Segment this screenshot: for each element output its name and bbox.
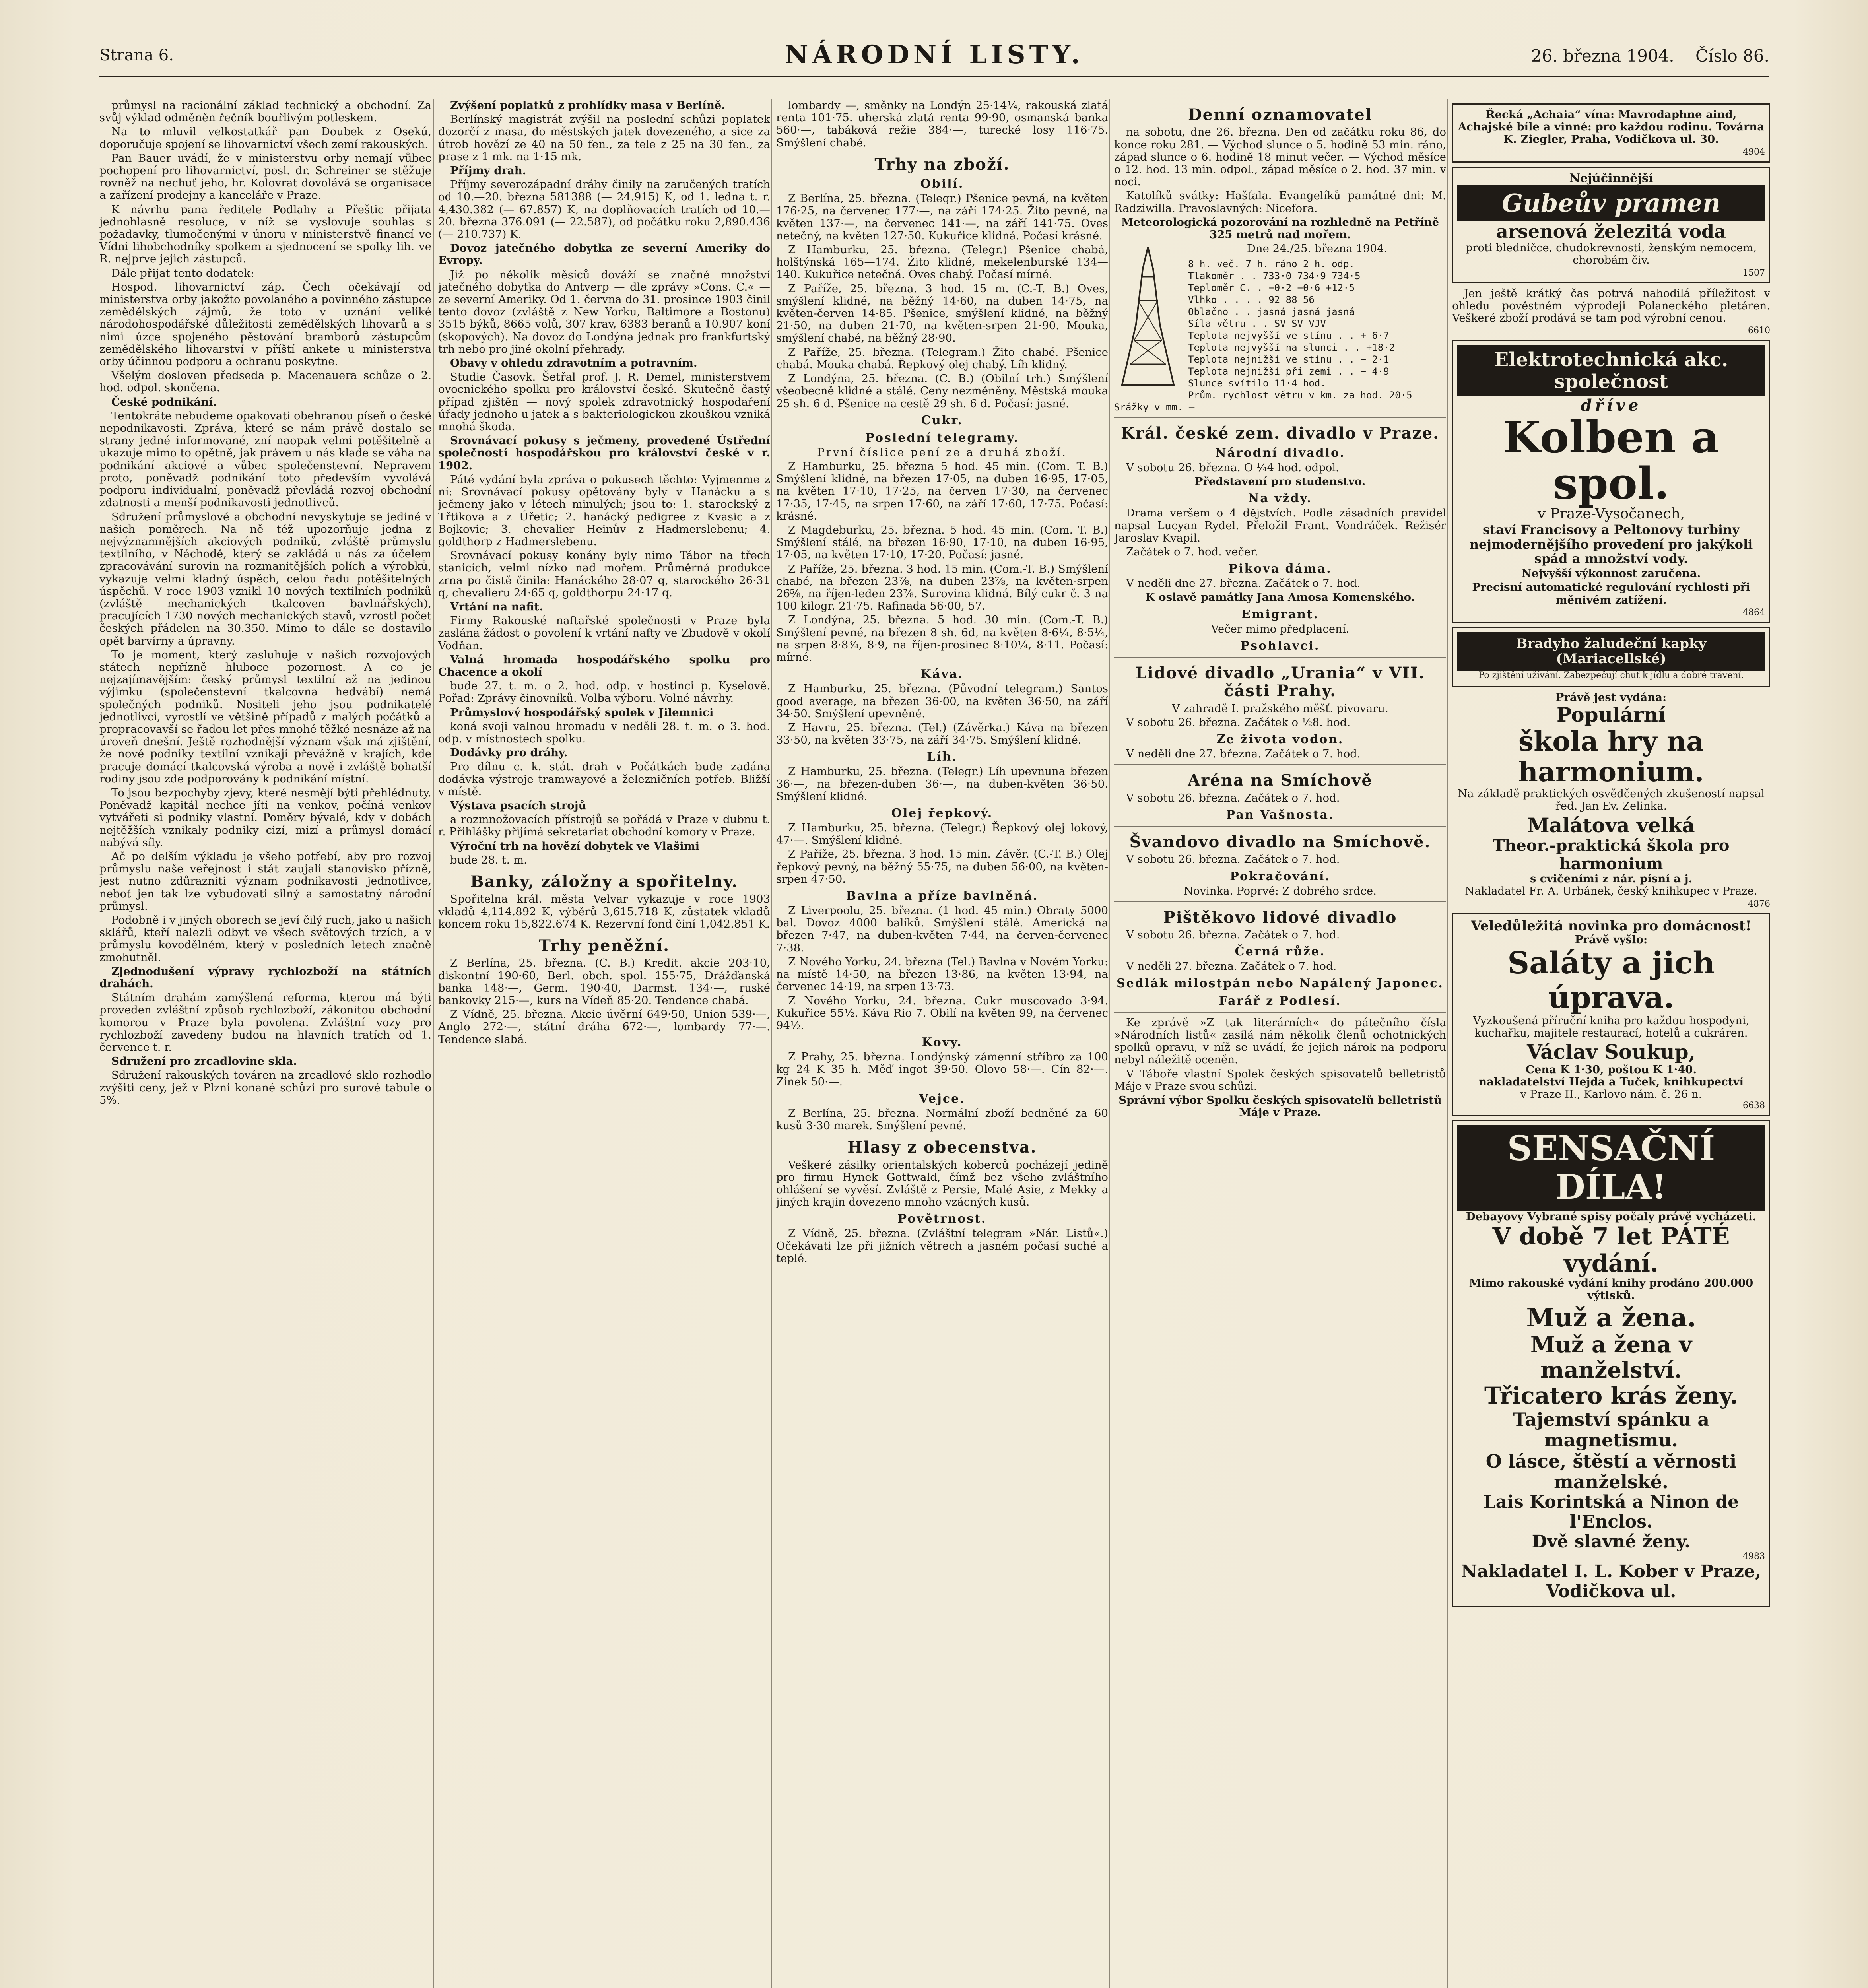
page-number: Strana 6. xyxy=(99,46,174,64)
advert-text: v Praze-Vysočanech, xyxy=(1537,506,1685,522)
advert-text: dříve xyxy=(1581,396,1642,415)
paragraph: Večer mimo předplacení. xyxy=(1211,622,1350,635)
advert-text: Nejvyšší výkonnost zaručena. xyxy=(1521,567,1701,580)
divider xyxy=(1114,826,1446,827)
play-title: Pan Vašnosta. xyxy=(1226,808,1334,822)
weather-row: Srážky v mm. — xyxy=(1114,402,1195,413)
subsection-heading: Povětrnost. xyxy=(897,1212,987,1226)
paragraph: Z Vídně, 25. března. (Zvláštní telegram »Nár. Listů«.) Očekávati lze při jižních větrech a jasném počasí suché a teplé. xyxy=(776,1227,1108,1265)
play-title: Černá růže. xyxy=(1235,945,1326,959)
advert-salads xyxy=(1452,913,1770,1116)
article-heading: Výroční trh na hovězí dobytek ve Vlašimi xyxy=(450,839,700,852)
theatre-subheading: Národní divadlo. xyxy=(1215,446,1345,460)
paragraph: Ač po delším výkladu je všeho potřebí, aby pro rozvoj průmyslu naše veřejnost i stát zaujali stanovisko přízně, jest nutno zdůrazniti význam podnikavosti jednotlivce, neboť jen tak lze vybudovati silný a samostatný národní průmysl. xyxy=(99,850,431,912)
play-title: Sedlák milostpán nebo Napálený Japonec. xyxy=(1117,976,1444,990)
paragraph: K návrhu pana ředitele Podlahy a Přeštic přijata jednohlasně resoluce, v níž se vyslovuje souhlas s požadavky, tlumočenými v únoru v ministerstvě financí ve Vídni lihobchodníky spolkem a sjednocení se spolky lih. ve R. nejprve jejich zástupců. xyxy=(99,203,431,266)
paragraph: na sobotu, dne 26. března. Den od začátku roku 86, do konce roku 281. — Východ slunce o 5. hodině 53 min. ráno, západ slunce o 6. hodině 18 minut večer. — Východ měsíce o 12. hod. 13 min. odpol., západ měsíce o 2. hod. 37 min. v noci. xyxy=(1114,126,1446,188)
paragraph: Tentokráte nebudeme opakovati obehranou píseň o české nepodnikavosti. Zpráva, které se nám právě dostalo se strany jedné informované, zní naopak velmi potěšitelně a ukazuje mimo to opětně, jak právem u nás klade se váha na podnikání akciové a vůbec společenstevní. Nepravem proto, poněvadž podnikání toto především vyvolává podporu individualní, poněvadž převládá rozvoj obchodní zdatnosti a menší podnikavosti jednotlivců. xyxy=(99,409,431,509)
subsection-heading: Vejce. xyxy=(919,1091,965,1106)
advert-text: Populární xyxy=(1557,703,1666,727)
weather-heading: Meteorologická pozorování na rozhledně na Petříně 325 metrů nad mořem. xyxy=(1121,215,1439,241)
paragraph: Z Hamburku, 25. března. (Telegr.) Řepkový olej lokový, 47·—. Smýšlení klidné. xyxy=(776,821,1108,847)
paragraph: V neděli 27. března. Začátek o 7. hod. xyxy=(1126,960,1337,973)
paragraph: Z Hamburku, 25. března 5 hod. 45 min. (Com. T. B.) Smýšlení klidné, na březen 17·05, na duben 16·95, 17·05, na květen 17·10, 17·25, na červen 17·30, na červenec 17·35, 17·45, na srpen 17·60, na září 17·60, 17·75. Počasí: krásné. xyxy=(776,460,1108,522)
paragraph: Z Paříže, 25. března. (Telegram.) Žito chabé. Pšenice chabá. Mouka chabá. Řepkový olej chabý. Líh klidný. xyxy=(776,346,1108,371)
paragraph: Z Havru, 25. března. (Tel.) (Závěrka.) Káva na březen 33·50, na květen 33·75, na září 34·75. Smýšlení klidné. xyxy=(776,721,1108,747)
paragraph: bude 27. t. m. o 2. hod. odp. v hostinci p. Kyselově. Pořad: Zprávy činovníků. Volba výboru. Volné návrhy. xyxy=(438,679,770,705)
paragraph: Z Londýna, 25. března. 5 hod. 30 min. (Com.-T. B.) Smýšlení pevné, na březen 8 sh. 6d, na květen 8·6¼, 8·5¼, na srpen 8·8¾, 8·9, na říjen-prosinec 8·10¼, 8·11. Počasí: mírné. xyxy=(776,613,1108,664)
play-title: Psohlavci. xyxy=(1240,639,1320,653)
divider xyxy=(1114,901,1446,902)
article-heading: Sdružení pro zrcadlovine skla. xyxy=(111,1055,297,1068)
paragraph: Z Nového Yorku, 24. března (Tel.) Bavlna v Novém Yorku: na místě 14·50, na březen 13·86, na květen 13·94, na červenec 14·19, na srpen 13·73. xyxy=(776,955,1108,993)
paragraph: Z Nového Yorku, 24. března. Cukr muscovado 3·94. Kukuřice 55½. Káva Rio 7. Obilí na květen 99, na červenec 94½. xyxy=(776,994,1108,1032)
article-heading: Dovoz jatečného dobytka ze severní Ameriky do Evropy. xyxy=(438,242,770,267)
paragraph: Berlínský magistrát zvýšil na poslední schůzi poplatek dozorčí z masa, do městských jatek dovezeného, a sice za útrob hovězí ze 40 na 50 fen., za tele z 25 na 30 fen., za prase z 1 mk. na 1·15 mk. xyxy=(438,113,770,163)
paragraph: V sobotu 26. března. Začátek o 7. hod. xyxy=(1126,928,1340,942)
issue-number: Číslo 86. xyxy=(1695,46,1769,66)
advert-banner: SENSAČNÍ DÍLA! xyxy=(1457,1125,1765,1211)
article-heading: Vrtání na nafit. xyxy=(450,600,543,613)
advert-text: nakladatelství Hejda a Tuček, knihkupectví xyxy=(1479,1076,1744,1089)
paragraph: Firmy Rakouské naftařské společnosti v Praze byla zaslána žádost o povolení k vrtání nafty ve Zbudově v okolí Vodňan. xyxy=(438,614,770,652)
advert-text: s cvičeními z nár. písní a j. xyxy=(1530,872,1693,885)
weather-row: Tlakoměr . . 733·0 734·9 734·5 xyxy=(1188,270,1361,282)
section-heading: Trhy na zboží. xyxy=(874,155,1010,174)
paragraph: Z Vídně, 25. března. Akcie úvěrní 649·50, Union 539·—, Anglo 272·—, státní dráha 672·—, lombardy 77·—. Tendence slabá. xyxy=(438,1008,770,1046)
paragraph: To je moment, který zasluhuje v našich rozvojových státech nepřízně hluboce pozornost. A co je nejzajímavějším: český průmysl textilní až na jedinou výjimku (společenstevní tkalcovna hedvábí) nemá společných podniků. Nositeli jeho jsou podnikatelé jednotlivci, vyrostlí ve většině případů z malých počátků a propracovavší se řadou let přes mnohé těžké nesnáze až na úroveň dnešní. Ještě rozhodnější význam však má zjištění, že nové podniky textilní vznikají převážně v krajích, kde pracuje domácí tkalcovská výroba a nově i zvláště bohatší rodiny jsou zde podporovány k podnikání místní. xyxy=(99,648,431,785)
paragraph: Drama veršem o 4 dějstvích. Podle zásadních pravidel napsal Lucyan Rydel. Přeložil Frant. Vondráček. Režisér Jaroslav Kvapil. xyxy=(1114,507,1446,544)
weather-row: Teplota nejnižší ve stínu . . − 2·1 xyxy=(1188,354,1389,365)
advert-text: Nejúčinnější xyxy=(1569,171,1653,185)
paragraph: Podobně i v jiných oborech se jeví čilý ruch, jako u našich sklářů, kteří nalezli odbyt ve všech světových trzích, a v průmyslu kovodělném, který v posledních letech značně zmohutněl. xyxy=(99,914,431,964)
paragraph: Již po několik měsíců dováží se značné množství jatečného dobytka do Antverp — dle zprávy »Cons. C.« — ze severní Ameriky. Od 1. června do 31. prosince 1903 činil tento dovoz (zvláště z New Yorku, Baltimore a Bostonu) 3515 býků, 8665 volů, 307 krav, 6383 beranů a 10.907 koní (skopových). Na dovoz do Londýna jednak pro frankfurtský trh nebo pro jiné okolní přehrady. xyxy=(438,268,770,355)
paragraph: Z Hamburku, 25. března. (Telegr.) Pšenice chabá, holštýnská 165—174. Žito klidné, mekelenburské 134—140. Kukuřice netečná. Oves chabý. Počasí mírné. xyxy=(776,243,1108,281)
paragraph: V sobotu 26. března. Začátek o 7. hod. xyxy=(1126,853,1340,866)
paragraph: Z Paříže, 25. března. 3 hod. 15 min. Závěr. (C.-T. B.) Olej řepkový pevný, na běžný 55·75, na duben 56·00, na květen-srpen 47·50. xyxy=(776,848,1108,885)
column-rule xyxy=(433,99,434,1988)
advert-wine xyxy=(1452,103,1770,163)
paragraph: Z Berlína, 25. března. (Telegr.) Pšenice pevná, na květen 176·25, na červenec 177·—, na září 174·25. Žito pevné, na květen 137·—, na červenec 141·—, na září 141·75. Oves netečný, na květen 127·50. Kukuřice klidná. Počasí krásné. xyxy=(776,192,1108,242)
subsection-heading: Kovy. xyxy=(922,1035,963,1050)
weather-row: Síla větru . . SV SV VJV xyxy=(1188,318,1326,330)
book-title: Lais Korintská a Ninon de l'Enclos. xyxy=(1483,1491,1739,1532)
article-heading: Výstava psacích strojů xyxy=(450,799,586,812)
advert-text: Veledůležitá novinka pro domácnost! xyxy=(1471,918,1751,934)
advert-harmonium-school xyxy=(1452,691,1770,909)
paragraph: Pro dílnu c. k. stát. drah v Počátkách bude zadána dodávka výstroje tramwayové a železničních potřeb. Bližší v místě. xyxy=(438,760,770,798)
theatre-heading: Pištěkovo lidové divadlo xyxy=(1163,908,1397,927)
weather-date: Dne 24./25. března 1904. xyxy=(1247,242,1388,255)
advert-banner: Gubeův pramen xyxy=(1457,185,1765,221)
paragraph: Z Paříže, 25. března. 3 hod. 15 min. (Com.-T. B.) Smýšlení chabé, na březen 23⅞, na duben 23⅞, na květen-srpen 26⅝, na říjen-leden 23⅞. Surovina klidná. Bílý cukr č. 3 na 100 kilogr. 21·75. Rafinada 56·00, 57. xyxy=(776,562,1108,613)
advert-kolben xyxy=(1452,340,1770,623)
paragraph: lombardy —, směnky na Londýn 25·14¼, rakouská zlatá renta 101·75. uherská zlatá renta 99·90, osmanská banka 560·—, tabáková režie 384·—, turecké losy 116·75. Smýšlení chabé. xyxy=(776,99,1108,149)
play-title: Farář z Podlesí. xyxy=(1219,994,1342,1008)
play-title: Emigrant. xyxy=(1241,607,1319,621)
article-heading: Průmyslový hospodářský spolek v Jilemnici xyxy=(450,706,714,719)
article-heading: Zvýšení poplatků z prohlídky masa v Berlíně. xyxy=(450,99,725,112)
advert-text: Po zjištění užívání. Zabezpečují chuť k jídlu a dobré trávení. xyxy=(1478,670,1744,680)
section-heading: Hlasy z obecenstva. xyxy=(847,1138,1037,1157)
paragraph: Všelým dosloven předseda p. Macenauera schůze o 2. hod. odpol. skončena. xyxy=(99,369,431,394)
column-rule xyxy=(1109,99,1110,1988)
paragraph: Katolíků svátky: Hašťala. Evangelíků památné dni: M. Radziwilla. Pravoslavných: Nicefora. xyxy=(1114,189,1446,215)
divider xyxy=(1114,1012,1446,1013)
section-heading: Trhy peněžní. xyxy=(538,936,670,955)
advert-text: Václav Soukup, xyxy=(1526,1040,1696,1064)
weather-row: Vlhko . . . . 92 88 56 xyxy=(1188,294,1315,306)
play-title: Na vždy. xyxy=(1248,491,1313,506)
article-heading: Valná hromada hospodářského spolku pro Chacence a okolí xyxy=(438,653,770,678)
advert-gubeuv-pramen xyxy=(1452,167,1770,283)
play-title: Ze života vodon. xyxy=(1216,732,1344,747)
advert-text: Malátova velká xyxy=(1527,813,1695,837)
section-heading: Denní oznamovatel xyxy=(1188,105,1373,124)
advert-text: Na základě praktických osvědčených zkušeností napsal řed. Jan Ev. Zelinka. xyxy=(1458,787,1765,813)
divider xyxy=(1114,657,1446,658)
advert-text: Cena K 1·30, poštou K 1·40. xyxy=(1525,1063,1697,1076)
column-2 xyxy=(438,99,770,1988)
advert-number: 4983 xyxy=(1743,1551,1765,1561)
paragraph: V Táboře vlastní Spolek českých spisovatelů belletristů Máje v Praze svou schůzi. xyxy=(1114,1067,1446,1093)
paragraph: V sobotu 26. března. Začátek o 7. hod. xyxy=(1126,791,1340,804)
article-heading: Srovnávací pokusy s ječmeny, provedené Ústřední společností hospodářskou pro království české v r. 1902. xyxy=(438,434,770,472)
paragraph: průmysl na racionální základ technický a obchodní. Za svůj výklad odměněn řečník bouřlivým potleskem. xyxy=(99,99,431,124)
advert-text: Mimo rakouské vydání knihy prodáno 200.000 výtisků. xyxy=(1469,1277,1753,1302)
theatre-heading: Aréna na Smíchově xyxy=(1188,771,1373,790)
column-3 xyxy=(776,99,1108,1988)
paragraph: koná svoji valnou hromadu v neděli 28. t. m. o 3. hod. odp. v místnostech spolku. xyxy=(438,720,770,745)
paragraph: Příjmy severozápadní dráhy činily na zaručených tratích od 10.—20. března 581388 (— 24.915) K, od 1. ledna t. r. 4,430.382 (— 67.857) K, na doplňovacích tratích od 10.—20. března 376.091 (— 22.587), od počátku roku 2,890.436 (— 210.737) K. xyxy=(438,178,770,241)
article-heading: Zjednodušení výpravy rychlozboží na státních drahách. xyxy=(99,965,431,990)
section-heading: Banky, záložny a spořitelny. xyxy=(470,872,738,891)
play-title: Pokračování. xyxy=(1230,869,1330,883)
play-title: Pikova dáma. xyxy=(1228,562,1332,576)
paragraph: Sdružení rakouských továren na zrcadlové sklo rozhodlo zvýšiti ceny, jež v Plzni konané schůzi pro surové tabule o 5%. xyxy=(99,1069,431,1107)
advert-knit xyxy=(1452,287,1770,336)
advert-number: 6638 xyxy=(1743,1100,1765,1110)
paragraph: V neděli dne 27. března. Začátek o 7. hod. xyxy=(1126,577,1361,590)
advert-title: škola hry na harmonium. xyxy=(1518,725,1704,788)
column-rule xyxy=(1447,99,1448,1988)
paragraph: Ke zprávě »Z tak literárních« do pátečního čísla »Národních listů« zasílá nám několik členů ochotnických spolků opravu, v níž se uvádí, že jejich nárok na podporu nebyl náležitě oceněn. xyxy=(1114,1016,1446,1066)
book-title: Muž a žena. xyxy=(1526,1303,1696,1333)
paragraph: Z Prahy, 25. března. Londýnský zámenní stříbro za 100 kg 24 K 35 h. Měď ingot 39·50. Olovo 58·—. Cín 82·—. Zinek 50·—. xyxy=(776,1050,1108,1088)
issue-date: 26. března 1904. xyxy=(1531,46,1674,66)
subsection-heading: Obilí. xyxy=(920,177,964,191)
advert-text: proti bledničce, chudokrevnosti, ženským nemocem, chorobám čiv. xyxy=(1465,241,1757,267)
paragraph: Státním drahám zamýšlená reforma, kterou má býti proveden zvláštní způsob rychlozboží, zákonitou obchodní komorou v Praze byla povolena. Zvláštní vozy pro rychlozboží zavedeny budou na hlavních tratích od 1. července t. r. xyxy=(99,991,431,1054)
paragraph: Spořitelna král. města Velvar vykazuje v roce 1903 vkladů 4,114.892 K, výběrů 3,615.718 K, zůstatek vkladů koncem roku 15,822.674 K. Rezervní fond činí 1,042.851 K. xyxy=(438,893,770,930)
advert-banner: Bradyho žaludeční kapky (Mariacellské) xyxy=(1457,632,1765,671)
article-heading: Obavy v ohledu zdravotním a potravním. xyxy=(450,357,697,370)
book-title: Muž a žena v manželství. xyxy=(1530,1332,1692,1383)
advert-text: Právě vyšlo: xyxy=(1575,933,1648,946)
subsection-heading: Líh. xyxy=(927,750,957,764)
paragraph: Sdružení průmyslové a obchodní nevyskytuje se jediné v našich poměrech. Na ně též upozorňuje jedna z nejvýznamnějších akciových podniků, zvláště průmyslu textilního, v Náchodě, který se zakládá u nás za účelem zpracovávání surovin na rozmanitějších polích a výrobků, vykazuje velmi kladný úspěch, celou řadu potěšitelných úspěchů. V roce 1903 vznikl 10 nových textilních podniků (zvláště mechanických tkalcoven bavlnářských), pracujících 1730 nových mechanických stavů, vzrostl počet českých přádelen na 30.350. Mimo to dále se dostavilo opět barvírny a úpravny. xyxy=(99,510,431,647)
paragraph: Z Liverpoolu, 25. března. (1 hod. 45 min.) Obraty 5000 bal. Dovoz 4000 balíků. Smýšlení stálé. Americká na březen 7·47, na duben-květen 7·44, na červen-červenec 7·38. xyxy=(776,904,1108,954)
advert-text: staví Francisovy a Peltonovy turbiny nejmodernějšího provedení pro jakýkoli spád a množství vody. xyxy=(1469,522,1753,566)
paragraph: Představení pro studenstvo. xyxy=(1194,475,1366,488)
book-title: O lásce, štěstí a věrnosti manželské. xyxy=(1485,1450,1737,1493)
advert-number: 6610 xyxy=(1748,326,1770,336)
paragraph: To jsou bezpochyby zjevy, které nesmějí býti přehlédnuty. Poněvadž kapitál nechce jíti na venkov, počíná venkov vytvářeti si podniky vlastní. Poměry bývalé, kdy v dobách nejtěžších vznikaly podniky cizí, mizí a průmysl domácí nabývá síly. xyxy=(99,786,431,849)
weather-row: Teplota nejnižší při zemi . . − 4·9 xyxy=(1188,366,1389,377)
article-heading: České podnikání. xyxy=(111,395,217,408)
advert-sensational-works xyxy=(1452,1120,1770,1607)
paragraph: Studie Časovk. Šetřal prof. J. R. Demel, ministerstvem ovocnického spolku pro království české. Skutečně častý případ zjištěn — nový spolek zdravotnický hospodaření úřady jednoho u jatek a s bakteriologickou zkouškou vzniká mnohá škoda. xyxy=(438,371,770,433)
paragraph: Z Magdeburku, 25. března. 5 hod. 45 min. (Com. T. B.) Smýšlení stálé, na březen 16·90, 17·10, na duben 16·95, 17·05, na květen 17·10, 17·20. Počasí: jasné. xyxy=(776,524,1108,561)
paragraph: a rozmnožovacích přístrojů se pořádá v Praze v dubnu t. r. Přihlášky přijímá sekretariat obchodní komory v Praze. xyxy=(438,813,770,839)
page-header xyxy=(99,38,1769,78)
weather-row: Teploměr C. . −0·2 −0·6 +12·5 xyxy=(1188,282,1355,294)
article-heading: Dodávky pro dráhy. xyxy=(450,746,568,759)
advert-number: 4904 xyxy=(1743,147,1765,157)
advert-text: v Praze II., Karlovo nám. č. 26 n. xyxy=(1520,1088,1702,1101)
weather-row: Teplota nejvyšší ve stínu . . + 6·7 xyxy=(1188,330,1389,342)
column-5-ads xyxy=(1452,99,1770,1988)
book-title: Tajemství spánku a magnetismu. xyxy=(1513,1409,1710,1451)
advert-title: Saláty a jich úprava. xyxy=(1507,945,1715,1015)
column-4 xyxy=(1114,99,1446,1988)
advert-text: Vyzkoušená příruční kniha pro každou hospodyni, kuchařku, majitele restaurací, hotelů a cukráren. xyxy=(1473,1014,1750,1040)
paragraph: Z Berlína, 25. března. (C. B.) Kredit. akcie 203·10, diskontní 190·60, Berl. obch. spol. 155·75, Drážďanská banka 148·—, Germ. 190·40, Darmst. 134·—, ruské bankovky 215·—, kurs na Vídeň 85·20. Tendence chabá. xyxy=(438,957,770,1007)
paragraph: V sobotu 26. března. Začátek o ½8. hod. xyxy=(1126,716,1351,729)
advert-text: Právě jest vydána: xyxy=(1555,691,1667,704)
book-title: Dvě slavné ženy. xyxy=(1532,1531,1691,1552)
paragraph: Z Hamburku, 25. března. (Původní telegram.) Santos good average, na březen 36·00, na květen 36·50, na září 34·50. Smýšlení upevněné. xyxy=(776,682,1108,720)
subsection-heading: Bavlna a příze bavlněná. xyxy=(846,889,1039,903)
advert-number: 1507 xyxy=(1743,268,1765,278)
paragraph: V zahradě I. pražského měšť. pivovaru. xyxy=(1172,702,1388,715)
paragraph: Pan Bauer uvádí, že v ministerstvu orby nemají vůbec pochopení pro lihovarnictví, posl. dr. Schreiner se stěžuje rovněž na nechuť jeho, hr. Kolovrat dovolává se organisace a zařízení prodejny a kanceláře v Praze. xyxy=(99,151,431,202)
weather-row: Teplota nejvyšší na slunci . . +18·2 xyxy=(1188,342,1395,353)
paragraph: Dále přijat tento dodatek: xyxy=(111,266,254,280)
subsection-heading: Poslední telegramy. xyxy=(865,431,1019,445)
advert-title: Kolben a spol. xyxy=(1503,412,1720,509)
advert-text: Nakladatel Fr. A. Urbánek, český knihkupec v Praze. xyxy=(1465,885,1757,898)
petrin-tower-icon xyxy=(1114,245,1182,388)
paragraph: Veškeré zásilky orientalských koberců pocházejí jedině pro firmu Hynek Gottwald, čímž bez všeho zvláštního ohlášení se vyvěsí. Zvláště z Persie, Malé Asie, z Mekky a jiných krajin dovezeno mnoho vzácných kusů. xyxy=(776,1158,1108,1209)
paragraph: Z Londýna, 25. března. (C. B.) (Obilní trh.) Smýšlení všeobecně klidné a stálé. Ceny nezměněny. Městská mouka 25 sh. 6 d. Pšenice na cestě 29 sh. 6 d. Počasí: jasné. xyxy=(776,372,1108,410)
paragraph: Začátek o 7. hod. večer. xyxy=(1126,545,1258,558)
weather-header: 8 h. več. 7 h. ráno 2 h. odp. xyxy=(1188,258,1355,270)
advert-text: Jen ještě krátký čas potrvá nahodilá příležitost v ohledu pověstném výprodeji Polaneckého pletáren. Veškeré zboží prodává se tam pod výrobní cenou. xyxy=(1452,287,1770,324)
advert-banner: Elektrotechnická akc. společnost xyxy=(1457,345,1765,396)
article-heading: Příjmy drah. xyxy=(450,164,526,177)
paragraph: V sobotu 26. března. O ¼4 hod. odpol. xyxy=(1126,461,1339,474)
paragraph: Z Berlína, 25. března. Normální zboží bedněné za 60 kusů 3·30 marek. Smýšlení pevné. xyxy=(776,1107,1108,1132)
book-title: Třicatero krás ženy. xyxy=(1484,1382,1738,1409)
advert-number: 4864 xyxy=(1743,607,1765,617)
subsection-heading: Káva. xyxy=(920,667,964,681)
divider xyxy=(1114,764,1446,765)
paragraph: Páté vydání byla zpráva o pokusech těchto: Vyjmenme z ní: Srovnávací pokusy opětovány byly v Hanácku a s ječmeny jako v létech minulých; jsou to: 1. starockský z Třtikova a z Úřetic; 2. hanácký pedigree z Kvasic a z Bojkovic; 3. chevalier Heinův z Hadmerslebenu; 4. goldthorp z Hadmerslebenu. xyxy=(438,473,770,548)
weather-row: Slunce svítilo 11·4 hod. xyxy=(1188,378,1326,389)
theatre-heading: Lidové divadlo „Urania“ v VII. části Prahy. xyxy=(1135,663,1425,701)
advert-text: Theor.-praktická škola pro harmonium xyxy=(1493,836,1730,873)
header-date-issue xyxy=(1515,46,1769,66)
advert-number: 4876 xyxy=(1748,899,1770,909)
subsection-heading: Olej řepkový. xyxy=(891,806,993,820)
masthead-title: NÁRODNÍ LISTY. xyxy=(785,40,1084,70)
advert-text: Precisní automatické regulování rychlosti při měnivém zatížení. xyxy=(1472,581,1750,606)
advert-text: arsenová železitá voda xyxy=(1496,220,1726,242)
weather-row: Prům. rychlost větru v km. za hod. 20·5 xyxy=(1188,390,1412,401)
paragraph: Hospod. lihovarnictví záp. Čech očekávají od ministerstva orby jakožto povolaného a povinného zástupce zemědělských zájmů, že toto v uznání veliké národohospodářské důležitosti zemědělských lihovarů a s nimi úzce spojeného pěstování bramborů zástupcům zemědělského lihovarství v příští ankete u ministerstva orby účinnou podporu a ochranu poskytne. xyxy=(99,280,431,368)
paragraph: Srovnávací pokusy konány byly nimo Tábor na třech stanicích, velmi nízko nad mořem. Průměrná produkce zrna po čistě činila: Hanáckého 28·07 q, starockého 26·31 q, chevalieru 24·65 q, goldthorpu 24·17 q. xyxy=(438,549,770,599)
advert-text: Debayovy Vybrané spisy počaly právě vycházeti. xyxy=(1466,1210,1757,1223)
subsection-heading: Cukr. xyxy=(921,413,963,427)
paragraph: První číslice pení ze a druhá zboží. xyxy=(817,446,1067,459)
paragraph: V neděli dne 27. března. Začátek o 7. hod. xyxy=(1126,747,1361,761)
column-rule xyxy=(771,99,772,1988)
theatre-heading: Švandovo divadlo na Smíchově. xyxy=(1129,832,1431,851)
divider xyxy=(1114,417,1446,418)
advert-text: Řecká „Achaia“ vína: Mavrodaphne aind, Achajské bíle a vinné: pro každou rodinu. Továrna K. Ziegler, Praha, Vodičkova ul. 30. xyxy=(1458,108,1765,146)
column-1 xyxy=(99,99,431,1988)
paragraph: Novinka. Poprvé: Z dobrého srdce. xyxy=(1183,884,1377,897)
advert-title: V době 7 let PÁTÉ vydání. xyxy=(1492,1223,1730,1278)
signature: Správní výbor Spolku českých spisovatelů belletristů Máje v Praze. xyxy=(1118,1093,1442,1119)
paragraph: K oslavě památky Jana Amosa Komenského. xyxy=(1145,591,1415,604)
weather-row: Oblačno . . jasná jasná jasná xyxy=(1188,306,1355,318)
paragraph: Z Paříže, 25. března. 3 hod. 15 m. (C.-T. B.) Oves, smýšlení klidné, na běžný 14·60, na duben 14·75, na květen-červen 14·85. Pšenice, smýšlení klidné, na běžný 21·50, na duben 21·70, na květen-srpen 21·90. Mouka, smýšlení chabé, na běžný 28·90. xyxy=(776,282,1108,345)
advert-brady-drops xyxy=(1452,627,1770,687)
paragraph: Z Hamburku, 25. března. (Telegr.) Líh upevnuna březen 36·—, na březen-duben 36·—, na duben-květen 36·50. Smýšlení klidné. xyxy=(776,765,1108,803)
paragraph: Na to mluvil velkostatkář pan Doubek z Osekú, doporučuje spojení se lihovarnictví všech zemí rakouských. xyxy=(99,125,431,151)
publisher: Nakladatel I. L. Kober v Praze, Vodičkova ul. xyxy=(1461,1561,1761,1602)
paragraph: bude 28. t. m. xyxy=(450,853,527,866)
theatre-heading: Král. české zem. divadlo v Praze. xyxy=(1121,424,1439,443)
